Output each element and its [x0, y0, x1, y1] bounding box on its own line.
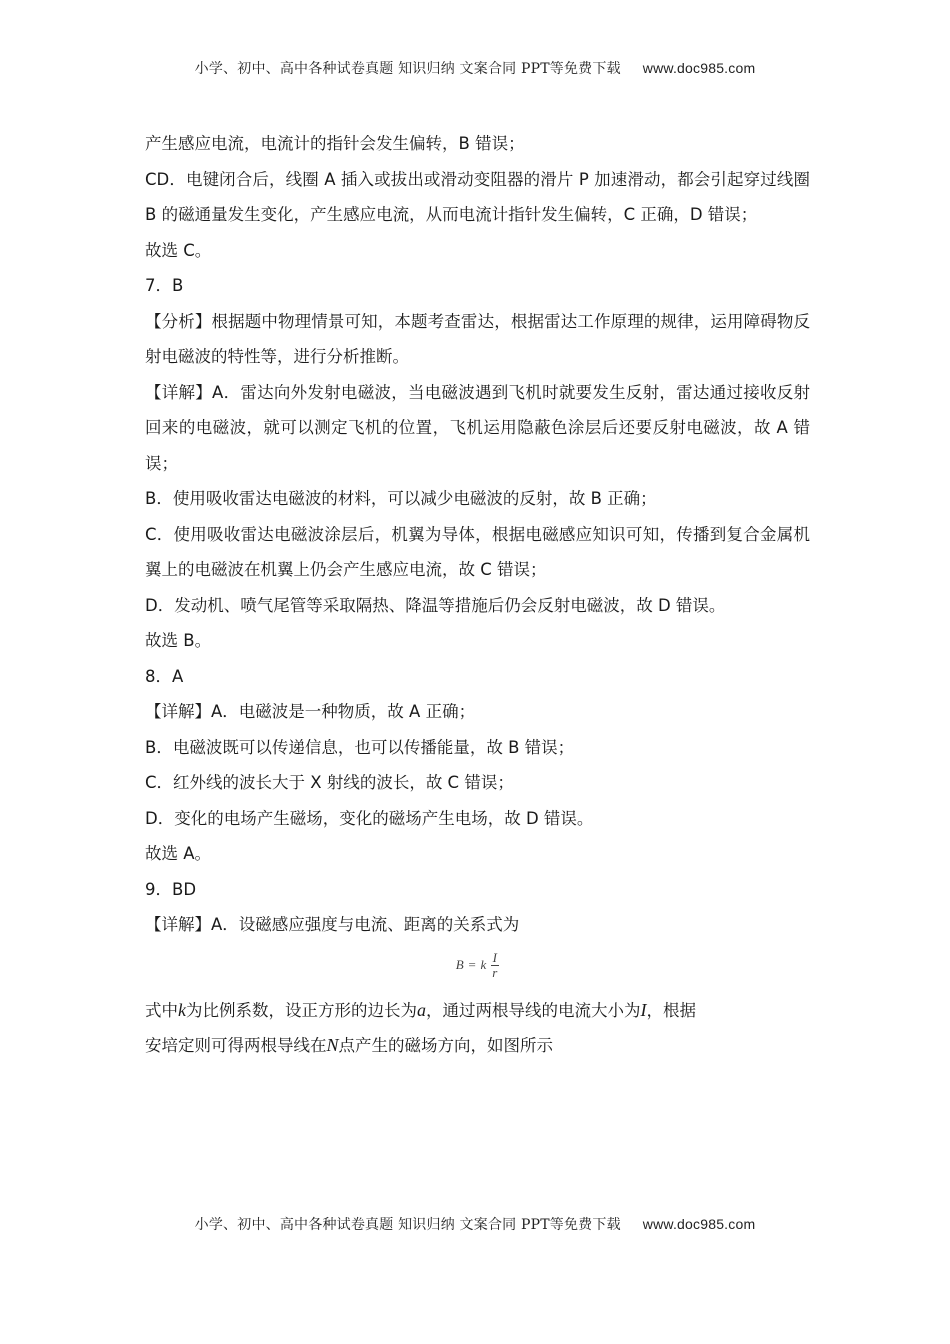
var-I: I — [640, 999, 647, 1020]
footer-text: 小学、初中、高中各种试卷真题 知识归纳 文案合同 PPT等免费下载 — [194, 1217, 621, 1233]
text-line: C．使用吸收雷达电磁波涂层后，机翼为导体，根据电磁感应知识可知，传播到复合金属机翼上的电磁波在机翼上仍会产生感应电流，故 C 错误； — [145, 524, 810, 579]
header-text: 小学、初中、高中各种试卷真题 知识归纳 文案合同 PPT等免费下载 — [194, 61, 621, 77]
question-number: 8．A — [145, 666, 184, 686]
detail-paragraph: 【详解】A．雷达向外发射电磁波，当电磁波遇到飞机时就要发生反射，雷达通过接收反射回来的电磁波，就可以测定飞机的位置，飞机运用隐蔽色涂层后还要反射电磁波，故 A 错误； — [145, 382, 810, 473]
header-url[interactable]: www.doc985.com — [642, 60, 756, 76]
detail-paragraph: 【详解】A．电磁波是一种物质，故 A 正确； — [145, 702, 476, 721]
page-footer — [0, 1214, 950, 1234]
text-line: 产生感应电流，电流计的指针会发生偏转，B 错误； — [145, 134, 525, 153]
text-line: B．电磁波既可以传递信息，也可以传播能量，故 B 错误； — [145, 737, 575, 757]
formula-lhs: B — [455, 957, 464, 972]
question-number: 9．BD — [145, 879, 197, 899]
formula-fraction — [490, 951, 499, 980]
formula — [145, 943, 810, 993]
text-line: D．变化的电场产生磁场，变化的磁场产生电场，故 D 错误。 — [145, 808, 594, 828]
formula-coef: k — [480, 957, 487, 972]
text-line: B．使用吸收雷达电磁波的材料，可以减少电磁波的反射，故 B 正确； — [145, 489, 657, 508]
text-line: 式中k为比例系数，设正方形的边长为a，通过两根导线的电流大小为I，根据 — [145, 999, 696, 1020]
footer-url[interactable]: www.doc985.com — [642, 1216, 756, 1232]
text-line: 故选 C。 — [145, 240, 212, 260]
text-line: D．发动机、喷气尾管等采取隔热、降温等措施后仍会反射电磁波，故 D 错误。 — [145, 595, 726, 615]
formula-equals: = — [467, 957, 477, 972]
page-header — [0, 58, 950, 78]
formula-numerator: I — [492, 949, 497, 965]
detail-paragraph: 【详解】A．设磁感应强度与电流、距离的关系式为 — [145, 915, 520, 934]
text-line: 安培定则可得两根导线在N点产生的磁场方向，如图所示 — [145, 1035, 554, 1055]
text-line: 故选 B。 — [145, 631, 212, 650]
text-line: CD．电键闭合后，线圈 A 插入或拔出或滑动变阻器的滑片 P 加速滑动，都会引起穿过线圈 B 的磁通量发生变化，产生感应电流，从而电流计指针发生偏转，C 正确，D 错误； — [145, 169, 810, 224]
var-k: k — [178, 999, 186, 1020]
analysis-paragraph: 【分析】根据题中物理情景可知，本题考查雷达，根据雷达工作原理的规律，运用障碍物反射电磁波的特性等，进行分析推断。 — [145, 311, 810, 366]
question-number: 7．B — [145, 276, 184, 295]
page-content — [145, 126, 810, 1064]
formula-denominator: r — [492, 964, 498, 980]
var-a: a — [417, 999, 426, 1020]
text-line: 故选 A。 — [145, 844, 212, 863]
text-line: C．红外线的波长大于 X 射线的波长，故 C 错误； — [145, 773, 514, 792]
var-N: N — [326, 1035, 339, 1055]
